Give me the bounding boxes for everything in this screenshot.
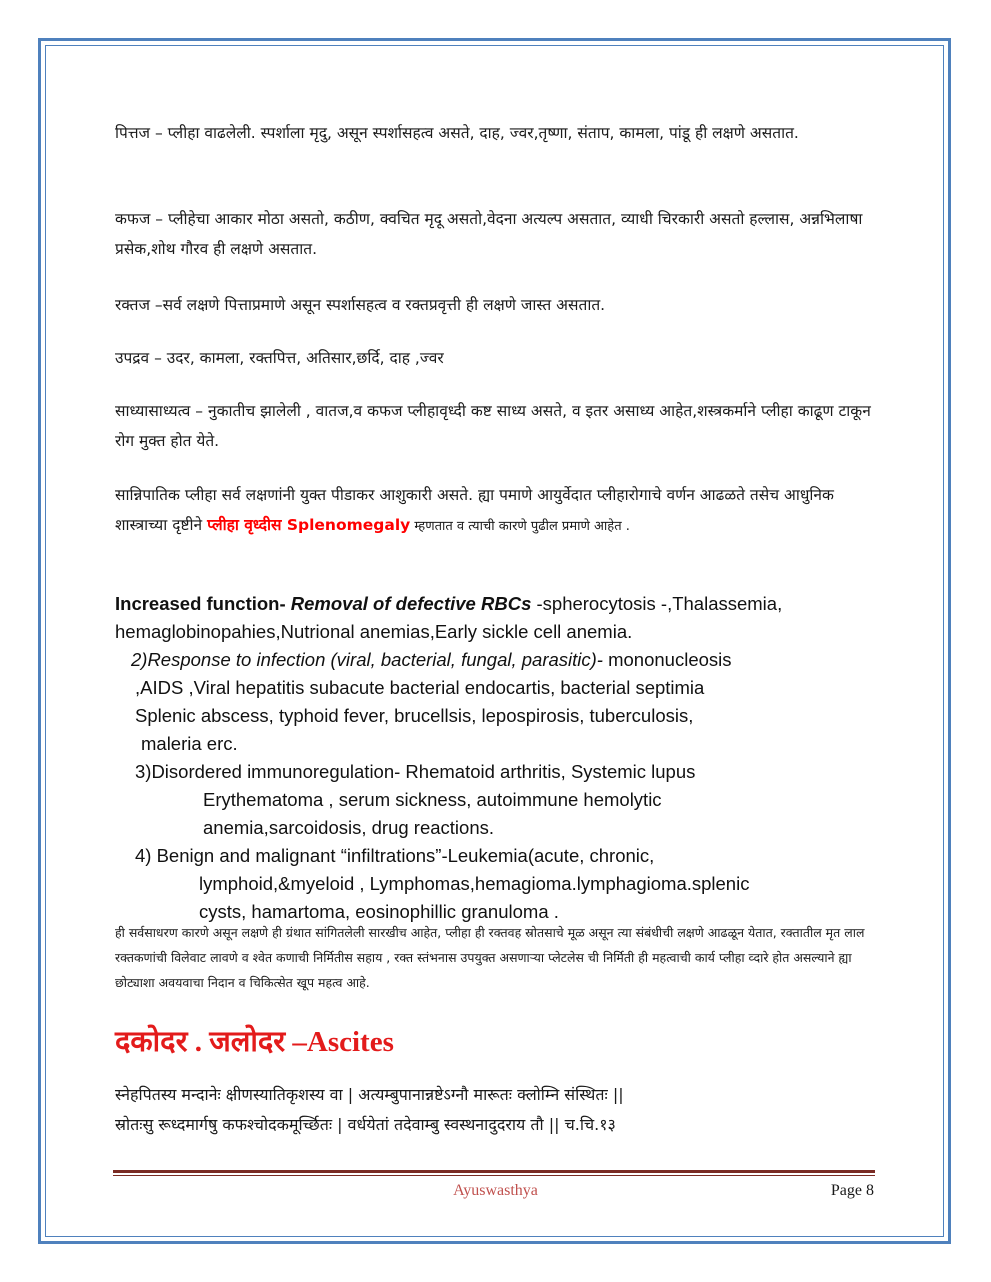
cause-line-7: 3)Disordered immunoregulation- Rhematoid arthritis, Systemic lupus — [135, 761, 696, 782]
cause-line-2: hemaglobinopahies,Nutrional anemias,Early sickle cell anemia. — [115, 621, 633, 642]
footer-rule-thick — [113, 1170, 875, 1173]
footer-title: Ayuswasthya — [453, 1182, 538, 1199]
cause-line-5: Splenic abscess, typhoid fever, brucellsis, lepospirosis, tuberculosis, — [135, 705, 694, 726]
increased-function-label: Increased function- — [115, 593, 291, 614]
cause-line-11: lymphoid,&myeloid , Lymphomas,hemagioma.lymphagioma.splenic — [199, 873, 750, 894]
paragraph-sannipatik — [115, 480, 885, 542]
sanskrit-verse — [115, 1080, 885, 1140]
cause-line-3: 2)Response to infection (viral, bacterial, fungal, parasitic)- mononucleosis — [131, 649, 732, 670]
cause-line-8: Erythematoma , serum sickness, autoimmune hemolytic — [203, 789, 662, 810]
paragraph-raktaj: रक्तज –सर्व लक्षणे पित्ताप्रमाणे असून स्पर्शासहत्व व रक्तप्रवृत्ती ही लक्षणे जास्त असतात. — [115, 296, 606, 314]
paragraph-upadrava: उपद्रव – उदर, कामला, रक्तपित्त, अतिसार,छर्दि, दाह ,ज्वर — [115, 349, 444, 367]
sannipatik-text-a: सान्निपातिक प्लीहा सर्व लक्षणांनी युक्त पीडाकर आशुकारी असते. ह्या पमाणे आयुर्वेदात प्लीहारोगाचे वर्णन आढळते तसेच आधुनिक शास्त्राच्या दृष्टीने — [115, 486, 834, 534]
cause-line-1: Increased function- Removal of defective RBCs -spherocytosis -,Thalassemia, — [115, 593, 783, 614]
sannipatik-text-b: म्हणतात व त्याची कारणे पुढील प्रमाणे आहेत . — [410, 519, 630, 534]
footer-rule-thin — [113, 1175, 875, 1176]
cause-line-6: maleria erc. — [141, 733, 238, 754]
verse-line-2: स्रोतःसु रूध्दमार्गषु कफश्चोदकमूर्च्छितः | वर्धयेतां तदेवाम्बु स्वस्थनादुदराय तौ || च.चि.१३ — [115, 1115, 616, 1134]
splenomegaly-highlight: प्लीहा वृध्दीस Splenomegaly — [207, 516, 411, 534]
paragraph-sadhya: साध्यासाध्यत्व – नुकातीच झालेली , वातज,व कफज प्लीहावृध्दी कष्ट साध्य असते, व इतर असाध्य आहेत,शस्त्रकर्माने प्लीहा काढूण टाकून रोग मुक्त होत येते. — [115, 402, 871, 450]
verse-line-1: स्नेहपितस्य मन्दानेः क्षीणस्यातिकृशस्य वा | अत्यम्बुपानान्नष्टेऽग्नौ मारूतः क्लोम्नि संस्थितः || — [115, 1085, 624, 1104]
paragraph-pittaj: पित्तज – प्लीहा वाढलेली. स्पर्शाला मृदु, असून स्पर्शासहत्व असते, दाह, ज्वर,तृष्णा, संताप, कामला, पांडू ही लक्षणे असतात. — [115, 124, 799, 142]
paragraph-kaphaj: कफज – प्लीहेचा आकार मोठा असतो, कठीण, क्वचित मृदू असतो,वेदना अत्यल्प असतात, व्याधी चिरकारी असतो हल्लास, अन्नभिलाषा प्रसेक,शोथ गौरव ही लक्षणे असतात. — [115, 210, 863, 258]
cause-line-10: 4) Benign and malignant “infiltrations”-Leukemia(acute, chronic, — [135, 845, 655, 866]
cause-line-12: cysts, hamartoma, eosinophillic granuloma . — [199, 901, 559, 922]
summary-note: ही सर्वसाधरण कारणे असून लक्षणे ही ग्रंथात सांगितलेली सारखीच आहेत, प्लीहा ही रक्तवह स्रोतसाचे मूळ असून त्या संबंधीची लक्षणे आढळून येतात, रक्तातील मृत लाल रक्तकणांची विलेवाट लावणे व श्वेत कणाची निर्मितीस सहाय , रक्त स्तंभनास उपयुक्त असणाऱ्या प्लेटलेस ची निर्मिती ही महत्वाची कार्य प्लीहा व्दारे होत असल्याने ह्या छोट्याशा अवयवाचा निदान व चिकित्सेत खूप महत्व आहे. — [115, 925, 865, 990]
causes-list — [115, 590, 885, 926]
cause-line-4: ,AIDS ,Viral hepatitis subacute bacterial endocartis, bacterial septimia — [135, 677, 705, 698]
section-heading: दकोदर . जलोदर –Ascites — [115, 1026, 394, 1058]
page-number: Page 8 — [830, 1182, 874, 1199]
removal-label: Removal of defective RBCs — [290, 593, 532, 614]
cause-line-9: anemia,sarcoidosis, drug reactions. — [203, 817, 495, 838]
